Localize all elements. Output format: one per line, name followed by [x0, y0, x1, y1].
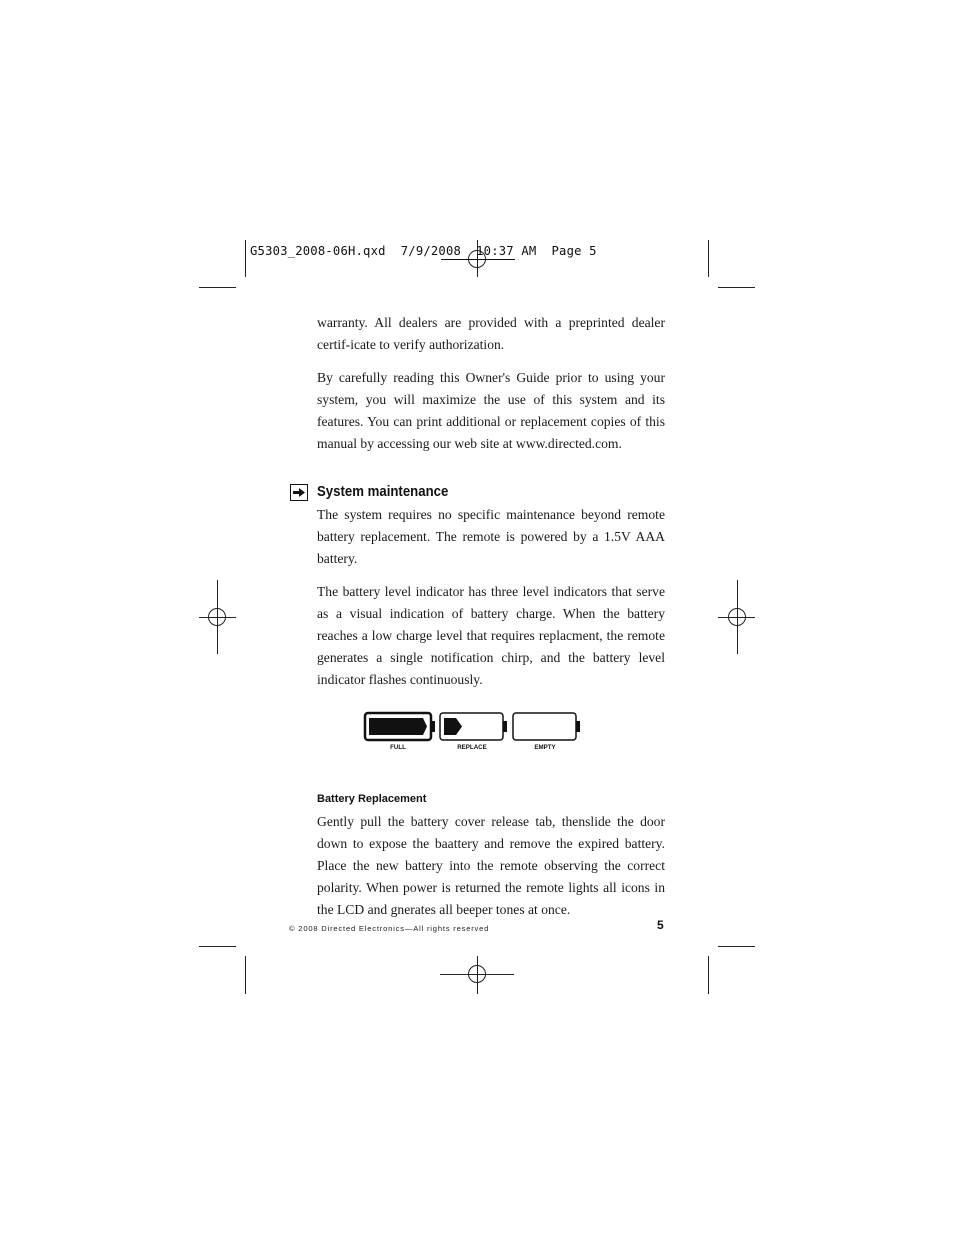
battery-label-empty: EMPTY: [534, 744, 556, 751]
crop-mark: [199, 946, 236, 947]
battery-label-full: FULL: [390, 744, 406, 751]
page-number: 5: [657, 918, 664, 932]
crop-mark: [708, 240, 709, 277]
paragraph-battery-indicator: The battery level indicator has three level indicators that serve as a visual indication of battery charge. When the battery reaches a low charge level that requires replacment, the remote generates a single notification chirp, and the battery level indicator flashes continuously.: [317, 584, 665, 687]
registration-target-icon: [728, 608, 746, 626]
copyright-footer: © 2008 Directed Electronics—All rights reserved: [289, 924, 490, 933]
battery-label-replace: REPLACE: [457, 744, 487, 751]
registration-target-icon: [468, 965, 486, 983]
battery-full-icon: [365, 713, 435, 740]
file-slug: G5303_2008-06H.qxd 7/9/2008 10:37 AM Page 5: [250, 244, 597, 258]
subsection-title: Battery Replacement: [317, 793, 427, 805]
crop-mark: [199, 287, 236, 288]
battery-replace-icon: [440, 713, 507, 740]
crop-mark: [718, 287, 755, 288]
arrow-right-icon: [290, 484, 308, 501]
crop-mark: [718, 946, 755, 947]
battery-empty-icon: [513, 713, 580, 740]
slug-underline: [441, 259, 515, 260]
paragraph-warranty: warranty. All dealers are provided with a preprinted dealer certif-icate to verify authorization.: [317, 315, 665, 352]
crop-mark: [245, 956, 246, 994]
crop-mark: [708, 956, 709, 994]
crop-mark: [245, 240, 246, 277]
paragraph-owners-guide: By carefully reading this Owner's Guide prior to using your system, you will maximize the use of this system and its features. You can print additional or replacement copies of this manual by accessing our web site at www.directed.com.: [317, 370, 665, 451]
paragraph-battery-replacement: Gently pull the battery cover release tab, thenslide the door down to expose the baattery and remove the expired battery. Place the new battery into the remote observing the correct polarity. When power is returned the remote lights all icons in the LCD and gnerates all beeper tones at once.: [317, 814, 665, 917]
section-title: System maintenance: [317, 483, 449, 500]
battery-level-figure: [360, 710, 588, 744]
paragraph-maintenance: The system requires no specific maintenance beyond remote battery replacement. The remote is powered by a 1.5V AAA battery.: [317, 507, 665, 566]
registration-target-icon: [208, 608, 226, 626]
